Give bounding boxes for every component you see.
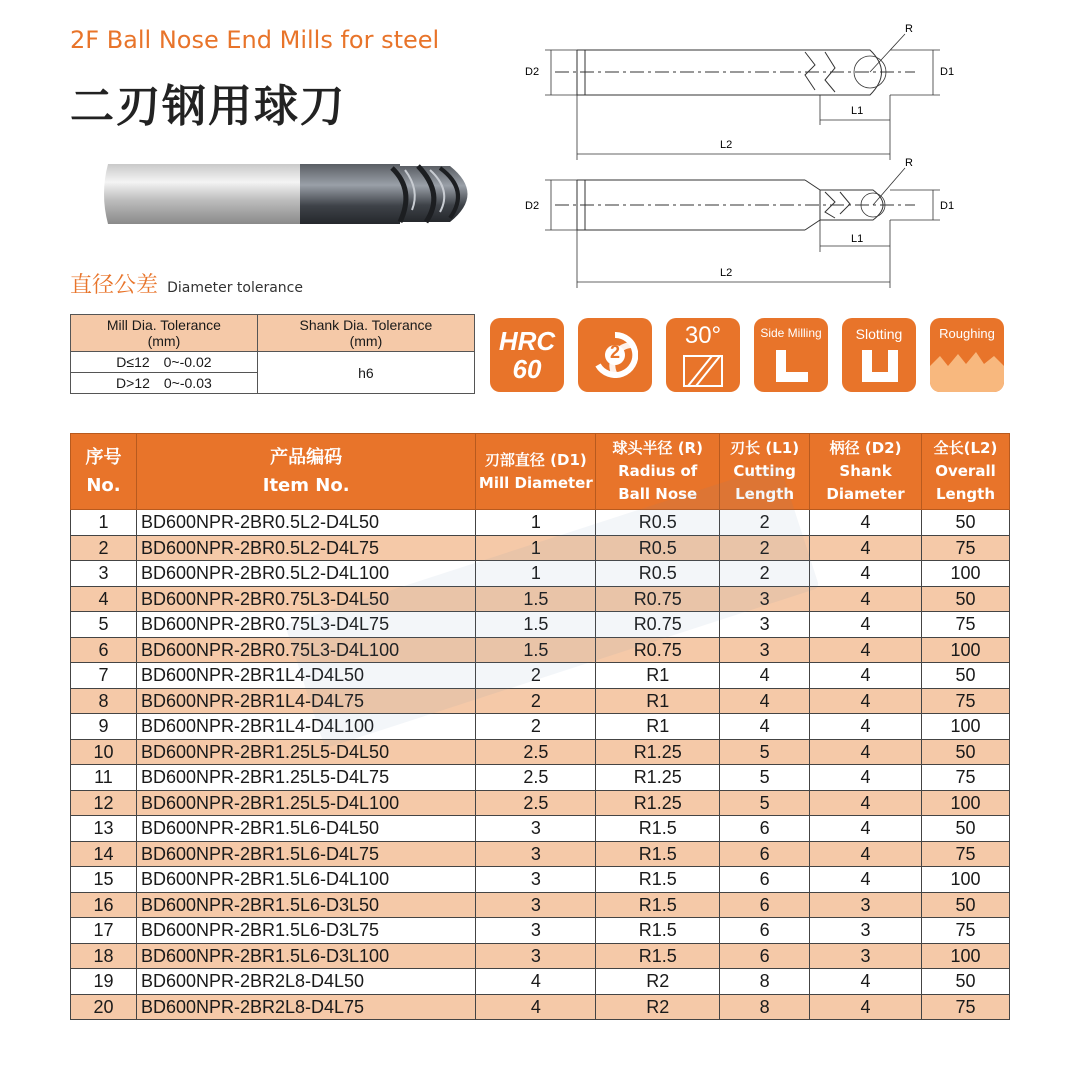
cell-no: 1 [71, 510, 137, 536]
cell-d2: 4 [810, 790, 922, 816]
cell-l1: 4 [720, 663, 810, 689]
cell-r: R1 [596, 663, 720, 689]
label-d2-2: D2 [525, 200, 540, 212]
cell-r: R1 [596, 714, 720, 740]
cell-l2: 100 [922, 943, 1010, 969]
table-row [71, 943, 1010, 969]
cell-item: BD600NPR-2BR1L4-D4L75 [136, 688, 475, 714]
cell-d2: 3 [810, 918, 922, 944]
cell-r: R1.5 [596, 841, 720, 867]
cell-item: BD600NPR-2BR0.5L2-D4L50 [136, 510, 475, 536]
cell-no: 4 [71, 586, 137, 612]
cell-r: R1.5 [596, 816, 720, 842]
cell-l1: 8 [720, 994, 810, 1020]
cell-item: BD600NPR-2BR1.25L5-D4L75 [136, 765, 475, 791]
col-l2-header: 全长(L2) Overall Length [922, 434, 1010, 510]
title-english: 2F Ball Nose End Mills for steel [70, 26, 440, 54]
cell-d2: 4 [810, 510, 922, 536]
cell-r: R0.5 [596, 510, 720, 536]
cell-d1: 2 [476, 688, 596, 714]
table-row [71, 918, 1010, 944]
cell-item: BD600NPR-2BR2L8-D4L75 [136, 994, 475, 1020]
cell-r: R0.75 [596, 637, 720, 663]
cell-d2: 4 [810, 612, 922, 638]
cell-d1: 2 [476, 714, 596, 740]
cell-no: 15 [71, 867, 137, 893]
cell-item: BD600NPR-2BR1.25L5-D4L100 [136, 790, 475, 816]
cell-no: 2 [71, 535, 137, 561]
label-l2-2: L2 [720, 267, 733, 279]
cell-d1: 4 [476, 994, 596, 1020]
slotting-icon [860, 348, 900, 384]
title-chinese: 二刃钢用球刀 [70, 81, 346, 132]
cell-l2: 50 [922, 969, 1010, 995]
table-row [71, 994, 1010, 1020]
cell-d2: 4 [810, 561, 922, 587]
cell-l1: 2 [720, 561, 810, 587]
table-row [71, 841, 1010, 867]
cell-item: BD600NPR-2BR1.5L6-D4L100 [136, 867, 475, 893]
cell-d1: 3 [476, 841, 596, 867]
cell-l2: 50 [922, 663, 1010, 689]
cell-item: BD600NPR-2BR0.5L2-D4L75 [136, 535, 475, 561]
cell-r: R0.75 [596, 586, 720, 612]
col-item-header: 产品编码 Item No. [136, 434, 475, 510]
slotting-badge: Slotting [842, 318, 916, 392]
cell-no: 3 [71, 561, 137, 587]
helix-angle-badge: 30° [666, 318, 740, 392]
cell-item: BD600NPR-2BR1.5L6-D3L50 [136, 892, 475, 918]
cell-d1: 3 [476, 892, 596, 918]
ball-nose-end-mill-image [100, 160, 485, 228]
cell-l1: 6 [720, 816, 810, 842]
cell-d1: 1.5 [476, 586, 596, 612]
cell-no: 20 [71, 994, 137, 1020]
label-r: R [905, 23, 913, 35]
col-l1-header: 刃长 (L1) Cutting Length [720, 434, 810, 510]
cell-r: R1.5 [596, 867, 720, 893]
cell-d1: 2.5 [476, 739, 596, 765]
cell-item: BD600NPR-2BR2L8-D4L50 [136, 969, 475, 995]
helix-angle-icon [682, 354, 724, 388]
cell-r: R0.5 [596, 561, 720, 587]
cell-item: BD600NPR-2BR0.75L3-D4L75 [136, 612, 475, 638]
cell-d2: 4 [810, 688, 922, 714]
shank-dia-tolerance-header: Shank Dia. Tolerance (mm) [257, 315, 474, 352]
table-row [71, 790, 1010, 816]
cell-l1: 5 [720, 765, 810, 791]
col-no-header: 序号 No. [71, 434, 137, 510]
cell-l1: 4 [720, 714, 810, 740]
cell-l2: 50 [922, 586, 1010, 612]
diameter-tolerance-heading [70, 268, 303, 299]
cell-item: BD600NPR-2BR1L4-D4L100 [136, 714, 475, 740]
cell-l2: 100 [922, 867, 1010, 893]
cell-no: 13 [71, 816, 137, 842]
cell-no: 7 [71, 663, 137, 689]
cell-r: R1.5 [596, 943, 720, 969]
cell-d2: 4 [810, 867, 922, 893]
cell-l1: 6 [720, 892, 810, 918]
roughing-badge: Roughing [930, 318, 1004, 392]
cell-no: 9 [71, 714, 137, 740]
cell-l2: 50 [922, 816, 1010, 842]
cell-r: R0.5 [596, 535, 720, 561]
product-table [70, 433, 1010, 1020]
table-row [71, 714, 1010, 740]
cell-d1: 3 [476, 918, 596, 944]
cell-l1: 6 [720, 867, 810, 893]
cell-r: R0.75 [596, 612, 720, 638]
cell-item: BD600NPR-2BR1.5L6-D4L75 [136, 841, 475, 867]
cell-r: R1.25 [596, 765, 720, 791]
cell-d1: 4 [476, 969, 596, 995]
tolerance-table [70, 314, 475, 394]
cell-l2: 100 [922, 714, 1010, 740]
col-d2-header: 柄径 (D2) Shank Diameter [810, 434, 922, 510]
cell-no: 17 [71, 918, 137, 944]
roughing-icon [930, 348, 1004, 392]
cell-l2: 100 [922, 637, 1010, 663]
cell-d1: 3 [476, 943, 596, 969]
cell-l1: 2 [720, 510, 810, 536]
cell-d1: 3 [476, 867, 596, 893]
cell-l1: 5 [720, 739, 810, 765]
label-l1: L1 [851, 105, 864, 117]
label-l2: L2 [720, 139, 733, 151]
cell-d2: 4 [810, 994, 922, 1020]
table-row [71, 535, 1010, 561]
cell-l1: 3 [720, 612, 810, 638]
cell-no: 12 [71, 790, 137, 816]
technical-drawing [515, 20, 965, 295]
col-d1-header: 刃部直径 (D1) Mill Diameter [476, 434, 596, 510]
mill-tolerance-row-2: D>12 0~-0.03 [71, 373, 258, 394]
cell-l2: 75 [922, 535, 1010, 561]
cell-d1: 1.5 [476, 612, 596, 638]
cell-d2: 4 [810, 714, 922, 740]
cell-r: R2 [596, 994, 720, 1020]
cell-no: 5 [71, 612, 137, 638]
table-row [71, 663, 1010, 689]
table-row [71, 612, 1010, 638]
cell-l2: 100 [922, 561, 1010, 587]
cell-l2: 75 [922, 612, 1010, 638]
cell-d1: 1 [476, 510, 596, 536]
cell-l1: 8 [720, 969, 810, 995]
cell-d1: 1 [476, 535, 596, 561]
label-r-2: R [905, 157, 913, 169]
flute-count-badge: 2 [578, 318, 652, 392]
cell-item: BD600NPR-2BR1.5L6-D3L100 [136, 943, 475, 969]
cell-l1: 6 [720, 841, 810, 867]
hrc-badge: HRC 60 [490, 318, 564, 392]
cell-l2: 50 [922, 739, 1010, 765]
table-row [71, 892, 1010, 918]
cell-d1: 1.5 [476, 637, 596, 663]
cell-l2: 75 [922, 765, 1010, 791]
cell-d2: 4 [810, 969, 922, 995]
cell-d2: 4 [810, 663, 922, 689]
cell-item: BD600NPR-2BR0.75L3-D4L50 [136, 586, 475, 612]
table-row [71, 510, 1010, 536]
table-row [71, 586, 1010, 612]
col-r-header: 球头半径 (R) Radius of Ball Nose [596, 434, 720, 510]
table-row [71, 816, 1010, 842]
cell-d2: 3 [810, 943, 922, 969]
cell-r: R1.5 [596, 918, 720, 944]
cell-d2: 4 [810, 841, 922, 867]
cell-d2: 4 [810, 586, 922, 612]
cell-item: BD600NPR-2BR1.25L5-D4L50 [136, 739, 475, 765]
cell-l2: 75 [922, 688, 1010, 714]
cell-d2: 4 [810, 816, 922, 842]
cell-l2: 50 [922, 510, 1010, 536]
cell-l2: 100 [922, 790, 1010, 816]
cell-no: 11 [71, 765, 137, 791]
cell-d2: 3 [810, 892, 922, 918]
cell-d1: 2 [476, 663, 596, 689]
cell-l1: 5 [720, 790, 810, 816]
cell-l2: 75 [922, 918, 1010, 944]
cell-d1: 1 [476, 561, 596, 587]
label-d2: D2 [525, 66, 540, 78]
table-row [71, 765, 1010, 791]
cell-item: BD600NPR-2BR0.75L3-D4L100 [136, 637, 475, 663]
cell-item: BD600NPR-2BR1L4-D4L50 [136, 663, 475, 689]
label-l1-2: L1 [851, 233, 864, 245]
shank-tolerance-value: h6 [257, 352, 474, 394]
label-d1: D1 [940, 66, 955, 78]
mill-tolerance-row-1: D≤12 0~-0.02 [71, 352, 258, 373]
table-row [71, 969, 1010, 995]
cell-d2: 4 [810, 739, 922, 765]
cell-r: R1.25 [596, 739, 720, 765]
cell-l2: 75 [922, 841, 1010, 867]
cell-l2: 50 [922, 892, 1010, 918]
cell-no: 14 [71, 841, 137, 867]
cell-item: BD600NPR-2BR1.5L6-D3L75 [136, 918, 475, 944]
cell-l1: 6 [720, 943, 810, 969]
cell-r: R1.25 [596, 790, 720, 816]
cell-d1: 3 [476, 816, 596, 842]
feature-badges [490, 318, 1010, 394]
cell-no: 16 [71, 892, 137, 918]
cell-l1: 4 [720, 688, 810, 714]
cell-r: R1 [596, 688, 720, 714]
cell-item: BD600NPR-2BR1.5L6-D4L50 [136, 816, 475, 842]
cell-l1: 2 [720, 535, 810, 561]
tolerance-title-cn: 直径公差 [70, 273, 159, 298]
side-milling-badge: Side Milling [754, 318, 828, 392]
cell-r: R1.5 [596, 892, 720, 918]
table-row [71, 637, 1010, 663]
cell-no: 10 [71, 739, 137, 765]
cell-l2: 75 [922, 994, 1010, 1020]
cell-l1: 3 [720, 637, 810, 663]
cell-no: 19 [71, 969, 137, 995]
cell-no: 8 [71, 688, 137, 714]
tolerance-title-en: Diameter tolerance [167, 280, 303, 296]
label-d1-2: D1 [940, 200, 955, 212]
table-row [71, 739, 1010, 765]
cell-item: BD600NPR-2BR0.5L2-D4L100 [136, 561, 475, 587]
cell-d1: 2.5 [476, 790, 596, 816]
cell-d2: 4 [810, 535, 922, 561]
cell-r: R2 [596, 969, 720, 995]
cell-no: 18 [71, 943, 137, 969]
cell-l1: 6 [720, 918, 810, 944]
table-row [71, 867, 1010, 893]
cell-l1: 3 [720, 586, 810, 612]
cell-no: 6 [71, 637, 137, 663]
table-row [71, 688, 1010, 714]
cell-d2: 4 [810, 637, 922, 663]
cell-d1: 2.5 [476, 765, 596, 791]
table-row [71, 561, 1010, 587]
side-milling-icon [774, 348, 810, 384]
cell-d2: 4 [810, 765, 922, 791]
mill-dia-tolerance-header: Mill Dia. Tolerance (mm) [71, 315, 258, 352]
